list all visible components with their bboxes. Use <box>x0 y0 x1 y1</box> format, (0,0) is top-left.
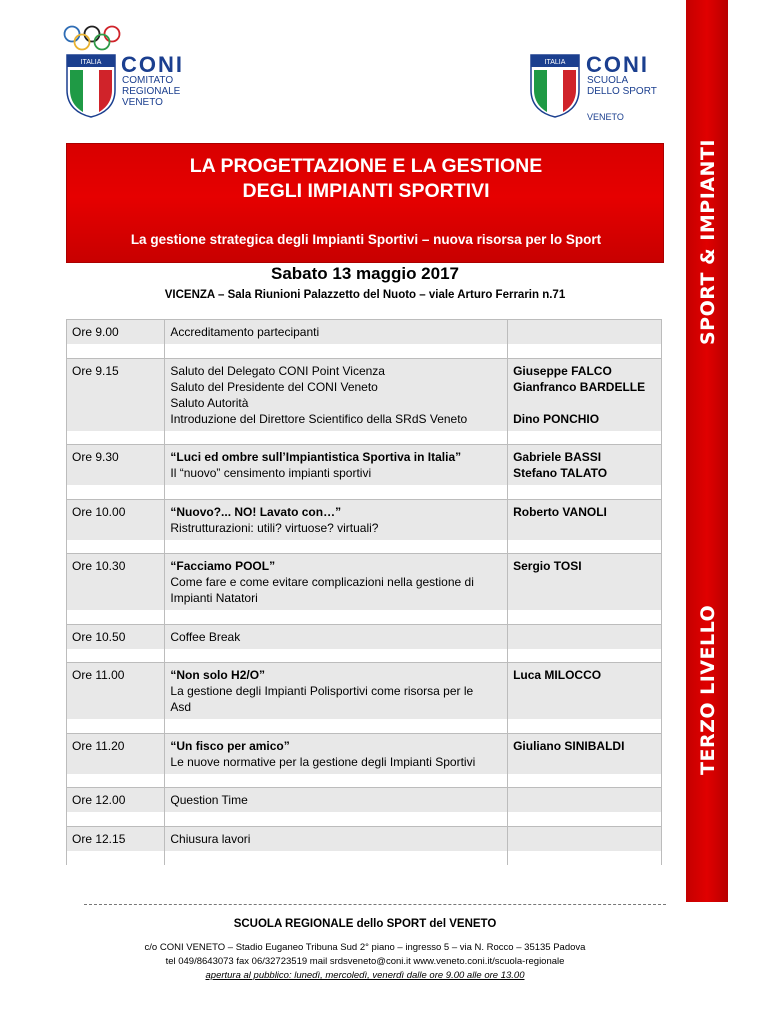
page-title: LA PROGETTAZIONE E LA GESTIONE DEGLI IMPIANTI SPORTIVI <box>189 155 543 202</box>
spacer-cell <box>165 540 508 554</box>
spacer-cell <box>165 485 508 499</box>
program-description-line: “Nuovo?... NO! Lavato con…” <box>170 504 342 519</box>
spacer-cell <box>508 851 662 865</box>
footer-contacts: tel 049/8643073 fax 06/32723519 mail srdsveneto@coni.it www.veneto.coni.it/scuola-regionale <box>165 956 565 967</box>
spacer-cell <box>508 344 662 358</box>
spacer-cell <box>67 610 165 624</box>
program-row-spacer <box>67 610 662 624</box>
spacer-cell <box>508 649 662 663</box>
program-description-line: Il “nuovo” censimento impianti sportivi <box>170 466 372 480</box>
coni-logo-word: CONI <box>121 52 184 77</box>
speaker-name: Stefano TALATO <box>513 466 608 480</box>
program-description-line: Introduzione del Direttore Scientifico della SRdS Veneto <box>170 411 468 426</box>
scuola-logo-region: VENETO <box>587 112 624 122</box>
speaker-name: Dino PONCHIO <box>513 411 600 426</box>
program-speakers <box>508 445 662 486</box>
program-description <box>165 788 508 813</box>
program-speakers <box>508 826 662 851</box>
program-time: Ore 9.15 <box>67 358 165 431</box>
program-speakers <box>508 624 662 649</box>
spacer-cell <box>165 431 508 445</box>
program-description <box>165 554 508 611</box>
program-row <box>67 445 662 486</box>
olympic-rings-icon <box>62 24 122 52</box>
spacer-cell <box>67 344 165 358</box>
program-time: Ore 10.30 <box>67 554 165 611</box>
program-row-spacer <box>67 540 662 554</box>
speaker-name: Gianfranco BARDELLE <box>513 379 646 394</box>
program-row-spacer <box>67 812 662 826</box>
scuola-logo-subtitle: SCUOLA DELLO SPORT <box>587 75 657 97</box>
program-speakers <box>508 358 662 431</box>
footer-hours: apertura al pubblico: lunedì, mercoledì, venerdì dalle ore 9.00 alle ore 13.00 <box>205 970 525 981</box>
spacer-cell <box>165 719 508 733</box>
speaker-name: Sergio TOSI <box>513 559 582 573</box>
program-description-line: Coffee Break <box>170 629 241 644</box>
italia-shield-icon <box>530 54 580 118</box>
program-row <box>67 320 662 345</box>
program-time: Ore 12.15 <box>67 826 165 851</box>
speaker-name: Giuseppe FALCO <box>513 363 612 378</box>
program-description-line: Question Time <box>170 793 248 807</box>
spacer-cell <box>508 719 662 733</box>
shield-label: ITALIA <box>544 59 566 66</box>
program-description <box>165 358 508 431</box>
program-description-line: “Non solo H2/O” <box>170 668 266 682</box>
program-row <box>67 624 662 649</box>
spacer-cell <box>67 719 165 733</box>
spacer-cell <box>508 812 662 826</box>
program-description <box>165 663 508 720</box>
program-description-line: Accreditamento partecipanti <box>170 325 320 339</box>
spacer-cell <box>165 774 508 788</box>
program-row-spacer <box>67 649 662 663</box>
program-speakers <box>508 663 662 720</box>
spacer-cell <box>165 649 508 663</box>
program-row <box>67 826 662 851</box>
speaker-name: Luca MILOCCO <box>513 668 602 682</box>
program-description-line: Come fare e come evitare complicazioni nella gestione di <box>170 575 474 589</box>
program-row-spacer <box>67 851 662 865</box>
footer-address: c/o CONI VENETO – Stadio Euganeo Tribuna Sud 2° piano – ingresso 5 – via N. Rocco – 35135 Padova <box>144 942 586 953</box>
spacer-cell <box>67 851 165 865</box>
program-description-line: Saluto del Delegato CONI Point Vicenza <box>170 363 385 378</box>
program-speakers <box>508 788 662 813</box>
page-subtitle: La gestione strategica degli Impianti Sportivi – nuova risorsa per lo Sport <box>130 232 602 247</box>
spacer-cell <box>508 774 662 788</box>
program-time: Ore 12.00 <box>67 788 165 813</box>
program-time: Ore 11.00 <box>67 663 165 720</box>
program-speakers <box>508 320 662 345</box>
speaker-name: Gabriele BASSI <box>513 450 602 464</box>
coni-logo-word: CONI <box>586 52 649 77</box>
program-description-line: Asd <box>170 700 192 714</box>
program-description-line: “Facciamo POOL” <box>170 559 276 573</box>
side-banner-bottom-label: TERZO LIVELLO <box>697 604 719 775</box>
program-row-spacer <box>67 344 662 358</box>
spacer-cell <box>67 649 165 663</box>
speaker-name <box>513 395 656 411</box>
program-time: Ore 10.00 <box>67 499 165 540</box>
program-description-line: Le nuove normative per la gestione degli Impianti Sportivi <box>170 754 476 769</box>
speaker-name: Giuliano SINIBALDI <box>513 738 625 753</box>
program-description-line: Saluto Autorità <box>170 395 249 410</box>
spacer-cell <box>508 610 662 624</box>
spacer-cell <box>165 610 508 624</box>
program-description-line: La gestione degli Impianti Polisportivi come risorsa per le <box>170 684 474 698</box>
program-description <box>165 320 508 345</box>
coni-logo-subtitle: COMITATO REGIONALE VENETO <box>122 75 181 108</box>
program-row-spacer <box>67 485 662 499</box>
program-time: Ore 10.50 <box>67 624 165 649</box>
program-speakers <box>508 554 662 611</box>
spacer-cell <box>508 431 662 445</box>
program-time: Ore 9.30 <box>67 445 165 486</box>
program-description <box>165 445 508 486</box>
speaker-name: Roberto VANOLI <box>513 504 607 519</box>
spacer-cell <box>67 485 165 499</box>
program-table <box>66 319 662 865</box>
program-description-line: Chiusura lavori <box>170 831 251 846</box>
title-banner <box>66 143 664 263</box>
program-description-line: “Luci ed ombre sull’Impiantistica Sportiva in Italia” <box>170 450 462 464</box>
event-date: Sabato 13 maggio 2017 <box>270 264 460 283</box>
program-description-line: Saluto del Presidente del CONI Veneto <box>170 379 378 394</box>
spacer-cell <box>67 812 165 826</box>
shield-label: ITALIA <box>80 59 102 66</box>
spacer-cell <box>508 485 662 499</box>
program-description <box>165 826 508 851</box>
program-row <box>67 788 662 813</box>
spacer-cell <box>165 344 508 358</box>
spacer-cell <box>67 774 165 788</box>
footer-title: SCUOLA REGIONALE dello SPORT del VENETO <box>233 918 497 930</box>
program-description <box>165 733 508 774</box>
program-row <box>67 554 662 611</box>
program-row-spacer <box>67 719 662 733</box>
footer-divider <box>84 904 666 905</box>
program-speakers <box>508 499 662 540</box>
program-speakers <box>508 733 662 774</box>
program-row-spacer <box>67 431 662 445</box>
program-row <box>67 663 662 720</box>
italia-shield-icon <box>66 54 116 118</box>
side-banner-top-label: SPORT & IMPIANTI <box>697 139 719 345</box>
program-description <box>165 499 508 540</box>
program-description-line: “Un fisco per amico” <box>170 738 290 753</box>
program-row <box>67 733 662 774</box>
program-description-line: Ristrutturazioni: utili? virtuose? virtuali? <box>170 520 379 535</box>
program-row-spacer <box>67 774 662 788</box>
program-row <box>67 499 662 540</box>
program-time: Ore 11.20 <box>67 733 165 774</box>
program-description <box>165 624 508 649</box>
spacer-cell <box>67 540 165 554</box>
event-venue: VICENZA – Sala Riunioni Palazzetto del Nuoto – viale Arturo Ferrarin n.71 <box>164 289 566 301</box>
program-row <box>67 358 662 431</box>
program-description-line: Impianti Natatori <box>170 591 258 605</box>
spacer-cell <box>67 431 165 445</box>
spacer-cell <box>165 851 508 865</box>
program-time: Ore 9.00 <box>67 320 165 345</box>
spacer-cell <box>165 812 508 826</box>
spacer-cell <box>508 540 662 554</box>
